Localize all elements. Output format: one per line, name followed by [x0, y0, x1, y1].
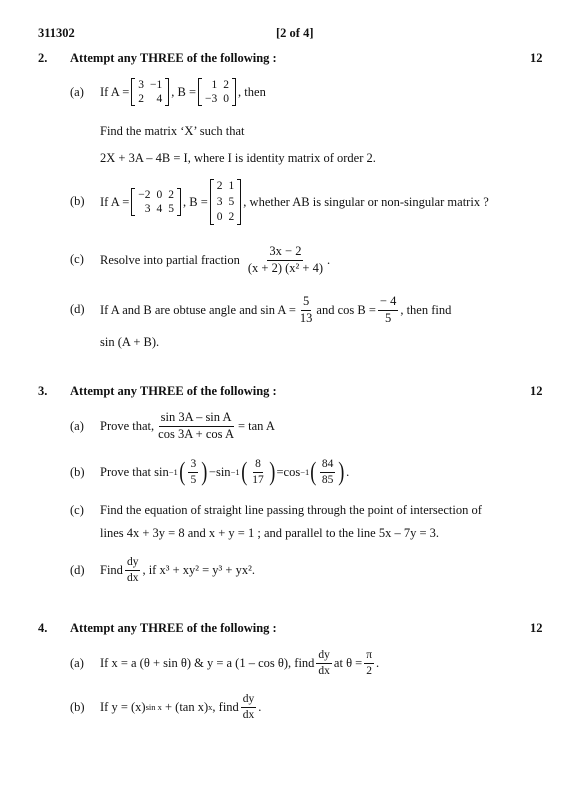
q2d-text-2: and cos B =: [316, 302, 376, 317]
q2a-matrix-a: [131, 78, 169, 106]
q3c-line-2: lines 4x + 3y = 8 and x + y = 1 ; and parallel to the line 5x – 7y = 3.: [100, 526, 440, 540]
matrix-cell: 3: [138, 78, 145, 91]
q3b-label: (b): [70, 465, 85, 479]
matrix-cell: −1: [150, 78, 163, 91]
q4b-end: .: [258, 699, 262, 714]
fraction-denominator: 5: [190, 473, 197, 486]
matrix-cell: −3: [205, 92, 218, 105]
fraction-numerator: 3x − 2: [267, 245, 303, 260]
fraction-numerator: 3: [188, 458, 198, 472]
q3b-end: .: [346, 464, 350, 479]
q2c-statement: [100, 242, 330, 278]
q4b-text-mid: + (tan x): [165, 699, 209, 714]
fraction-denominator: dx: [126, 571, 139, 584]
q3d-text: Find: [100, 562, 123, 577]
q2b-statement: [100, 175, 489, 229]
q3c-label: (c): [70, 503, 84, 517]
q2a-label: (a): [70, 85, 84, 99]
q4b-fraction: [241, 693, 257, 720]
q2b-label: (b): [70, 194, 85, 208]
q3b-text: Prove that: [100, 464, 152, 479]
q3b-op-2: =: [276, 464, 284, 479]
q2a-line-3: 2X + 3A – 4B = I, where I is identity matrix of order 2.: [100, 151, 376, 165]
matrix-cell: 0: [223, 92, 230, 105]
matrix-cell: 3: [144, 202, 151, 215]
q2d-text-1: If A and B are obtuse angle and sin A =: [100, 302, 296, 317]
paper-code: 311302: [38, 26, 75, 40]
q3b-paren-3: ( $\frac{84}{85}$ ): [310, 457, 345, 486]
q3b-paren-1: ( $\frac{3}{5}$ ): [179, 457, 208, 486]
q3b-op-1: −: [208, 464, 216, 479]
q3a-label: (a): [70, 419, 84, 433]
page-number: [2 of 4]: [276, 26, 314, 40]
q2b-matrix-b: [210, 179, 242, 225]
fraction-denominator: dx: [318, 664, 330, 677]
q2c-text: Resolve into partial fraction: [100, 252, 240, 267]
matrix-cell: 2: [216, 180, 223, 193]
q4a-statement: [100, 645, 379, 681]
q2a-then: , then: [238, 84, 266, 99]
q2d-statement: [100, 292, 451, 328]
matrix-cell: 4: [156, 92, 163, 105]
fraction-denominator: dx: [242, 708, 255, 721]
question-2-marks: 12: [530, 51, 543, 65]
q2c-fraction: [246, 245, 325, 274]
matrix-cell: −2: [138, 188, 151, 201]
fraction-denominator: (x + 2) (x² + 4): [247, 260, 324, 275]
matrix-cell: 3: [216, 195, 223, 208]
matrix-cell: 5: [168, 202, 175, 215]
q2a-statement: [100, 75, 266, 109]
q2b-if-text: If A =: [100, 194, 130, 209]
q3a-statement: [100, 408, 275, 444]
fraction-numerator: dy: [316, 649, 332, 663]
matrix-cell: 0: [216, 211, 223, 224]
q4a-fraction: [316, 649, 332, 676]
q3b-paren-2: ( $\frac{8}{17}$ ): [240, 457, 276, 486]
q2b-matrix-a: [131, 188, 181, 216]
question-2-instruction: Attempt any THREE of the following :: [70, 51, 277, 65]
q3d-tail: , if x³ + xy² = y³ + yx².: [142, 562, 255, 577]
q4a-label: (a): [70, 656, 84, 670]
fraction-denominator: 85: [321, 473, 334, 486]
q3b-func-2: sin: [215, 464, 231, 479]
q4b-exponent-2: x: [208, 702, 213, 712]
question-3-marks: 12: [530, 384, 543, 398]
fraction-numerator: dy: [125, 556, 141, 570]
question-4-marks: 12: [530, 621, 543, 635]
fraction-numerator: dy: [241, 693, 257, 707]
fraction-numerator: 84: [320, 458, 336, 472]
matrix-cell: 4: [156, 202, 163, 215]
inverse-superscript: −1: [230, 467, 240, 477]
matrix-cell: 2: [228, 211, 235, 224]
fraction-denominator: 2: [366, 664, 373, 677]
q3a-text: Prove that,: [100, 418, 155, 433]
q3b-fraction-2: [250, 458, 266, 485]
q3d-fraction: [125, 556, 141, 583]
q2b-tail: , whether AB is singular or non-singular matrix ?: [243, 194, 489, 209]
matrix-cell: 5: [228, 195, 235, 208]
q3b-func-3: cos: [283, 464, 301, 479]
q2a-matrix-b: [198, 78, 236, 106]
question-3-instruction: Attempt any THREE of the following :: [70, 384, 277, 398]
fraction-numerator: sin 3A – sin A: [159, 411, 234, 426]
q4b-label: (b): [70, 700, 85, 714]
q3d-statement: [100, 552, 255, 588]
q4a-at: at θ =: [333, 655, 363, 670]
q2d-label: (d): [70, 302, 85, 316]
question-number-2: 2.: [38, 51, 48, 65]
q2d-text-3: , then find: [400, 302, 452, 317]
inverse-superscript: −1: [300, 467, 310, 477]
q4b-text-pre: If y = (x): [100, 699, 146, 714]
q4b-text-post: , find: [212, 699, 239, 714]
q2a-comma-b: , B =: [171, 84, 197, 99]
matrix-cell: 1: [211, 78, 218, 91]
q2d-fraction-1: [298, 295, 315, 324]
matrix-cell: 2: [168, 188, 175, 201]
q2a-if-text: If A =: [100, 84, 130, 99]
q2a-line-2: Find the matrix ‘X’ such that: [100, 124, 245, 138]
question-number-3: 3.: [38, 384, 48, 398]
matrix-cell: 0: [156, 188, 163, 201]
fraction-numerator: 5: [301, 295, 311, 310]
fraction-denominator: cos 3A + cos A: [158, 426, 234, 441]
q3a-rhs: = tan A: [237, 418, 275, 433]
q4a-pi-fraction: [364, 649, 374, 676]
fraction-denominator: 13: [299, 310, 313, 325]
fraction-numerator: − 4: [378, 295, 398, 310]
q4a-text: If x = a (θ + sin θ) & y = a (1 – cos θ), find: [100, 655, 315, 670]
q4a-end: .: [376, 655, 380, 670]
q3a-fraction: [156, 411, 236, 440]
q3c-line-1: Find the equation of straight line passing through the point of intersection of: [100, 503, 482, 517]
fraction-denominator: 17: [252, 473, 264, 486]
q2d-fraction-2: [378, 295, 398, 324]
q3b-func-1: sin: [154, 464, 169, 479]
q4b-exponent-1: sin x: [145, 702, 162, 712]
fraction-numerator: 8: [253, 458, 263, 472]
q3d-label: (d): [70, 563, 85, 577]
q4b-statement: [100, 689, 261, 725]
q3b-fraction-3: [320, 458, 336, 485]
q2c-end: .: [327, 252, 331, 267]
fraction-denominator: 5: [384, 310, 392, 325]
matrix-cell: 2: [138, 92, 145, 105]
q3b-statement: [100, 452, 349, 492]
q2d-line-2: sin (A + B).: [100, 335, 160, 349]
question-4-instruction: Attempt any THREE of the following :: [70, 621, 277, 635]
fraction-numerator: π: [364, 649, 374, 663]
matrix-cell: 2: [223, 78, 230, 91]
q3b-fraction-1: [188, 458, 198, 485]
matrix-cell: 1: [228, 180, 235, 193]
inverse-superscript: −1: [168, 467, 178, 477]
q2c-label: (c): [70, 252, 84, 266]
question-number-4: 4.: [38, 621, 48, 635]
q2b-comma-b: , B =: [183, 194, 208, 209]
